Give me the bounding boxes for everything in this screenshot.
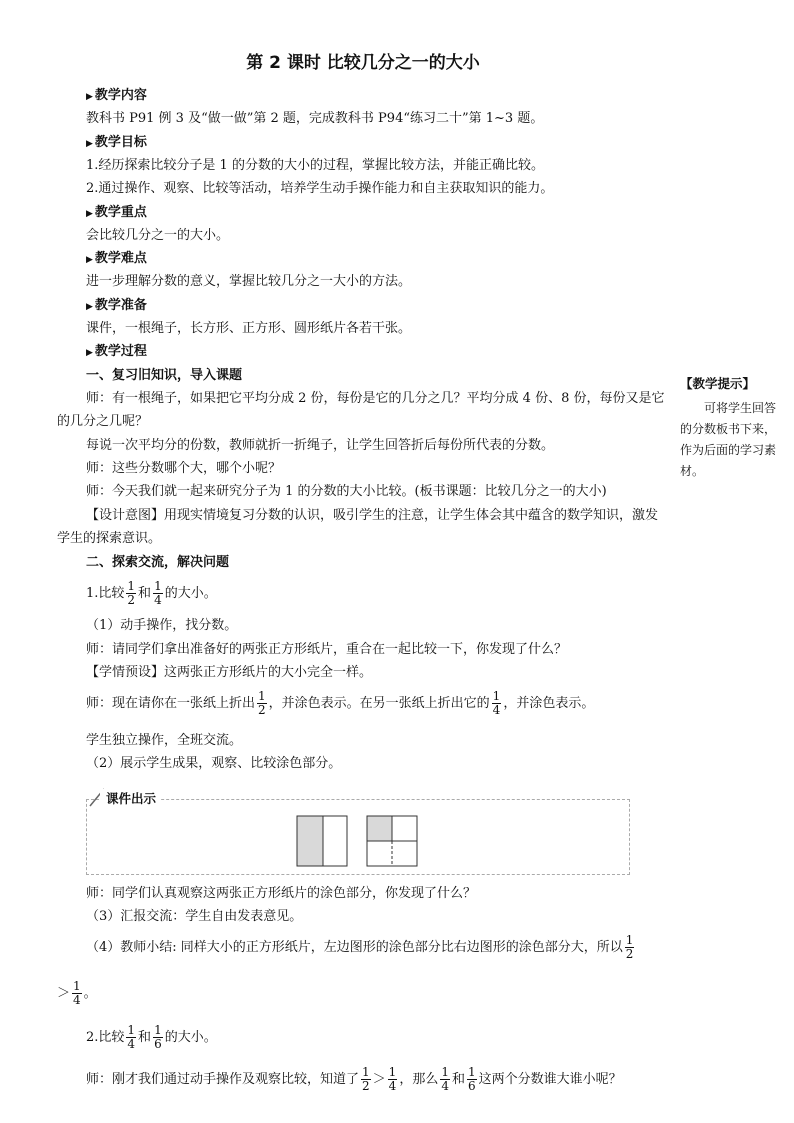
question-text: 2.比较 xyxy=(86,1030,125,1045)
numerator: 1 xyxy=(362,1065,370,1079)
step-4 xyxy=(86,690,671,717)
part1-paragraph-1: 师：有一根绳子，如果把它平均分成 2 份，每份是它的几分之几？平均分成 4 份、8 份，每份又是它的几分之几呢？ xyxy=(57,391,665,429)
section-heading-key: ▶ 教学重点 xyxy=(86,205,147,220)
period: 。 xyxy=(83,986,97,1001)
numerator: 1 xyxy=(441,1065,449,1079)
denominator: 4 xyxy=(127,1037,136,1051)
prep-text: 课件，一根绳子，长方形、正方形、圆形纸片各若干张。 xyxy=(86,321,412,336)
numerator: 1 xyxy=(127,1023,136,1037)
compare-question-2 xyxy=(86,1024,671,1051)
numerator: 1 xyxy=(625,933,634,947)
denominator: 2 xyxy=(127,593,136,607)
fraction-one-quarter xyxy=(72,980,82,1007)
fraction-one-half xyxy=(126,580,136,607)
summary-text: （4）教师小结: 同样大小的正方形纸片，左边图形的涂色部分比右边图形的涂色部分大，所以 xyxy=(86,940,623,955)
question-text: 的大小。 xyxy=(164,1030,217,1045)
step-text: ，那么 xyxy=(399,1072,439,1087)
section-heading-goal: ▶ 教学目标 xyxy=(86,135,147,150)
teacher-summary xyxy=(86,934,676,961)
step-text: 师：现在请你在一张纸上折出 xyxy=(86,696,256,711)
step-text: 师：刚才我们通过动手操作及观察比较，知道了 xyxy=(86,1072,360,1087)
step-5: 学生独立操作，全班交流。 xyxy=(86,733,243,748)
numerator: 1 xyxy=(154,1023,162,1037)
heading-text: 教学过程 xyxy=(94,344,147,359)
numerator: 1 xyxy=(258,689,266,703)
difficulty-text: 进一步理解分数的意义，掌握比较几分之一大小的方法。 xyxy=(86,274,412,289)
denominator: 6 xyxy=(467,1079,476,1093)
step-text: 这两个分数谁大谁小呢？ xyxy=(478,1072,622,1087)
part1-paragraph-3: 师：这些分数哪个大，哪个小呢？ xyxy=(86,461,282,476)
fraction-one-quarter xyxy=(492,690,502,717)
sidebar-title: 【教学提示】 xyxy=(680,376,756,391)
section-heading-difficulty: ▶ 教学难点 xyxy=(86,251,147,266)
step-10 xyxy=(86,1066,671,1093)
step-text: ，并涂色表示。在另一张纸上折出它的 xyxy=(268,696,490,711)
numerator: 1 xyxy=(73,979,81,993)
design-intent-paragraph: 【设计意图】用现实情境复习分数的认识，吸引学生的注意，让学生体会其中蕴含的数学知识，激发学生的探索意识。 xyxy=(57,508,659,546)
section-heading-prep: ▶ 教学准备 xyxy=(86,298,147,313)
denominator: 2 xyxy=(625,947,634,961)
fraction-one-quarter xyxy=(440,1066,450,1093)
page-title: 第 2 课时 比较几分之一的大小 xyxy=(246,53,480,73)
numerator: 1 xyxy=(467,1065,476,1079)
step-text: ，并涂色表示。 xyxy=(503,696,595,711)
key-text: 会比较几分之一的大小。 xyxy=(86,228,230,243)
fraction-one-half xyxy=(625,934,635,961)
denominator: 4 xyxy=(492,703,501,717)
part1-paragraph-4: 师：今天我们就一起来研究分子为 1 的分数的大小比较。(板书课题：比较几分之一的大小) xyxy=(86,484,607,499)
compare-question-1 xyxy=(86,580,671,607)
step-2: 师：请同学们拿出准备好的两张正方形纸片，重合在一起比较一下，你发现了什么？ xyxy=(86,642,568,657)
denominator: 4 xyxy=(388,1079,397,1093)
step-6: （2）展示学生成果，观察、比较涂色部分。 xyxy=(86,756,342,771)
numerator: 1 xyxy=(127,579,136,593)
step-1: （1）动手操作，找分数。 xyxy=(86,618,238,633)
fraction-one-half xyxy=(257,690,267,717)
greater-than-sign: ＞ xyxy=(372,1072,386,1087)
goal-item-1: 1.经历探索比较分子是 1 的分数的大小的过程，掌握比较方法，并能正确比较。 xyxy=(86,158,544,173)
question-text: 和 xyxy=(138,586,152,601)
courseware-label: 课件出示 xyxy=(100,789,160,807)
fraction-one-quarter xyxy=(388,1066,398,1093)
heading-text: 教学难点 xyxy=(94,251,147,266)
numerator: 1 xyxy=(154,579,162,593)
goal-item-2: 2.通过操作、观察、比较等活动，培养学生动手操作能力和自主获取知识的能力。 xyxy=(86,181,554,196)
fraction-one-quarter xyxy=(126,1024,136,1051)
step-8: （3）汇报交流：学生自由发表意见。 xyxy=(86,909,303,924)
denominator: 2 xyxy=(258,703,266,717)
question-text: 和 xyxy=(138,1030,152,1045)
shaded-half xyxy=(297,816,323,866)
shaded-quarter xyxy=(367,816,392,841)
part1-paragraph-2: 每说一次平均分的份数，教师就折一折绳子，让学生回答折后每份所代表的分数。 xyxy=(86,438,555,453)
greater-than-sign: ＞ xyxy=(57,986,71,1001)
heading-text: 教学目标 xyxy=(94,135,147,150)
fraction-squares-diagram xyxy=(87,800,629,874)
content-text: 教科书 P91 例 3 及“做一做”第 2 题，完成教科书 P94“练习二十”第 1~3 题。 xyxy=(86,111,544,126)
question-text: 1.比较 xyxy=(86,586,125,601)
sidebar-text: 可将学生回答的分数板书下来，作为后面的学习素材。 xyxy=(680,401,777,478)
step-7: 师：同学们认真观察这两张正方形纸片的涂色部分，你发现了什么？ xyxy=(86,886,477,901)
numerator: 1 xyxy=(492,689,501,703)
numerator: 1 xyxy=(388,1065,397,1079)
courseware-box xyxy=(86,799,630,875)
denominator: 4 xyxy=(154,593,162,607)
fraction-one-half xyxy=(361,1066,371,1093)
denominator: 6 xyxy=(154,1037,162,1051)
denominator: 4 xyxy=(73,993,81,1007)
fraction-one-quarter xyxy=(153,580,163,607)
fraction-one-sixth xyxy=(153,1024,163,1051)
section-heading-content: ▶ 教学内容 xyxy=(86,88,147,103)
summary-continuation xyxy=(57,980,642,1007)
part1-heading: 一、复习旧知识，导入课题 xyxy=(86,368,243,383)
heading-text: 教学准备 xyxy=(94,298,147,313)
heading-text: 教学重点 xyxy=(94,205,147,220)
heading-text: 教学内容 xyxy=(94,88,147,103)
part2-heading: 二、探索交流，解决问题 xyxy=(86,555,230,570)
question-text: 的大小。 xyxy=(164,586,217,601)
fraction-one-sixth xyxy=(467,1066,477,1093)
step-text: 和 xyxy=(451,1072,465,1087)
section-heading-process: ▶ 教学过程 xyxy=(86,344,147,359)
denominator: 2 xyxy=(362,1079,370,1093)
student-prediction: 【学情预设】这两张正方形纸片的大小完全一样。 xyxy=(86,665,373,680)
denominator: 4 xyxy=(441,1079,449,1093)
